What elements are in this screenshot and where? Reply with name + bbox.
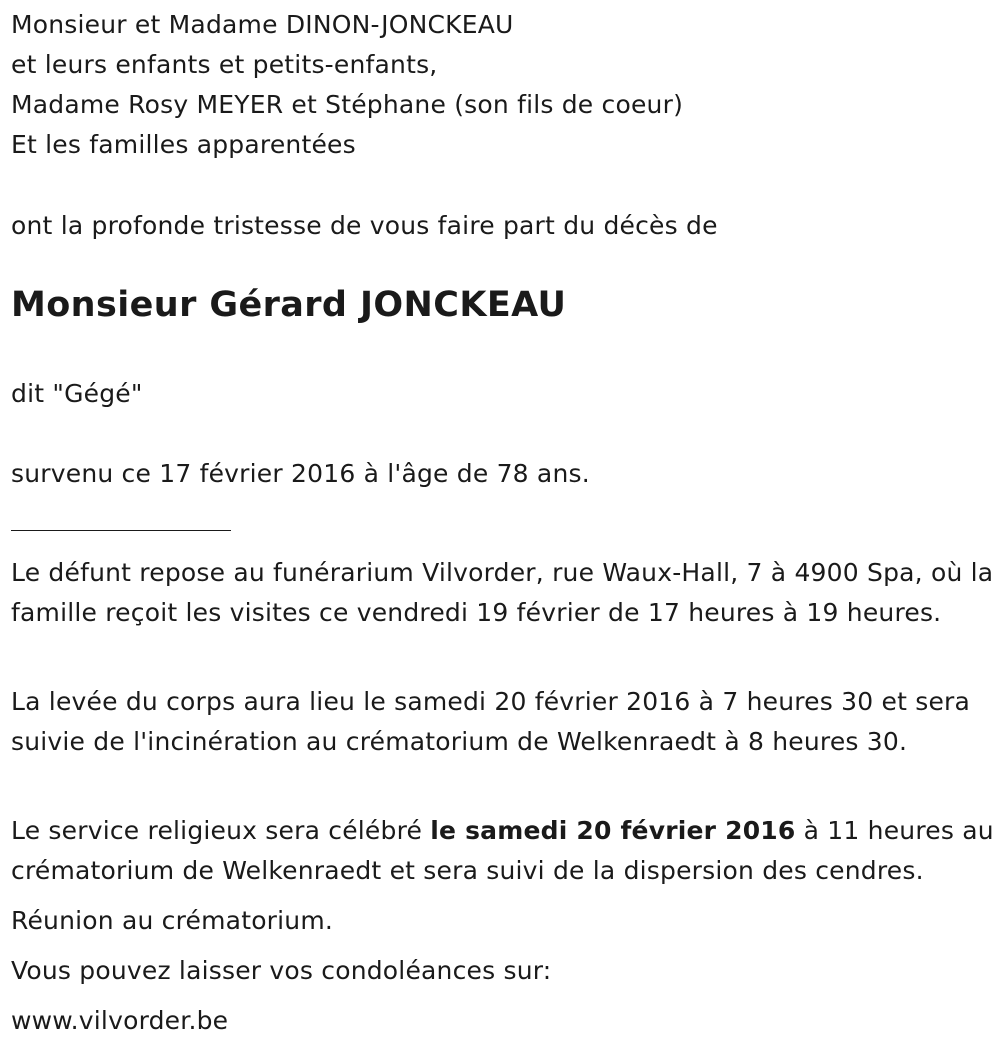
announcer-line: et leurs enfants et petits-enfants, [11,50,438,79]
deceased-name: Monsieur Gérard JONCKEAU [11,285,567,325]
nickname: dit "Gégé" [11,379,143,408]
website-link[interactable]: www.vilvorder.be [11,1006,229,1035]
separator-line [11,530,231,531]
condolences-label: Vous pouvez laisser vos condoléances sur: [11,956,552,985]
death-info: survenu ce 17 février 2016 à l'âge de 78 ans. [11,459,590,488]
service-prefix: Le service religieux sera célébré [11,816,431,845]
funerarium-paragraph: Le défunt repose au funérarium Vilvorder, rue Waux-Hall, 7 à 4900 Spa, où la famille reçoit les visites ce vendredi 19 février de 17 heures à 19 heures. [11,558,994,627]
announcer-line: Madame Rosy MEYER et Stéphane (son fils de coeur) [11,90,684,119]
reunion-text: Réunion au crématorium. [11,906,334,935]
announcer-line: Et les familles apparentées [11,130,356,159]
service-date: le samedi 20 février 2016 [430,816,796,845]
service-suffix: à 11 heures au crématorium de Welkenraedt et sera suivi de la dispersion des cendres. [11,816,994,885]
service-paragraph [11,811,996,891]
levee-paragraph: La levée du corps aura lieu le samedi 20 février 2016 à 7 heures 30 et sera suivie de l'incinération au crématorium de Welkenraedt à 8 heures 30. [11,687,971,756]
intro-text: ont la profonde tristesse de vous faire part du décès de [11,211,718,240]
announcer-line: Monsieur et Madame DINON-JONCKEAU [11,10,514,39]
